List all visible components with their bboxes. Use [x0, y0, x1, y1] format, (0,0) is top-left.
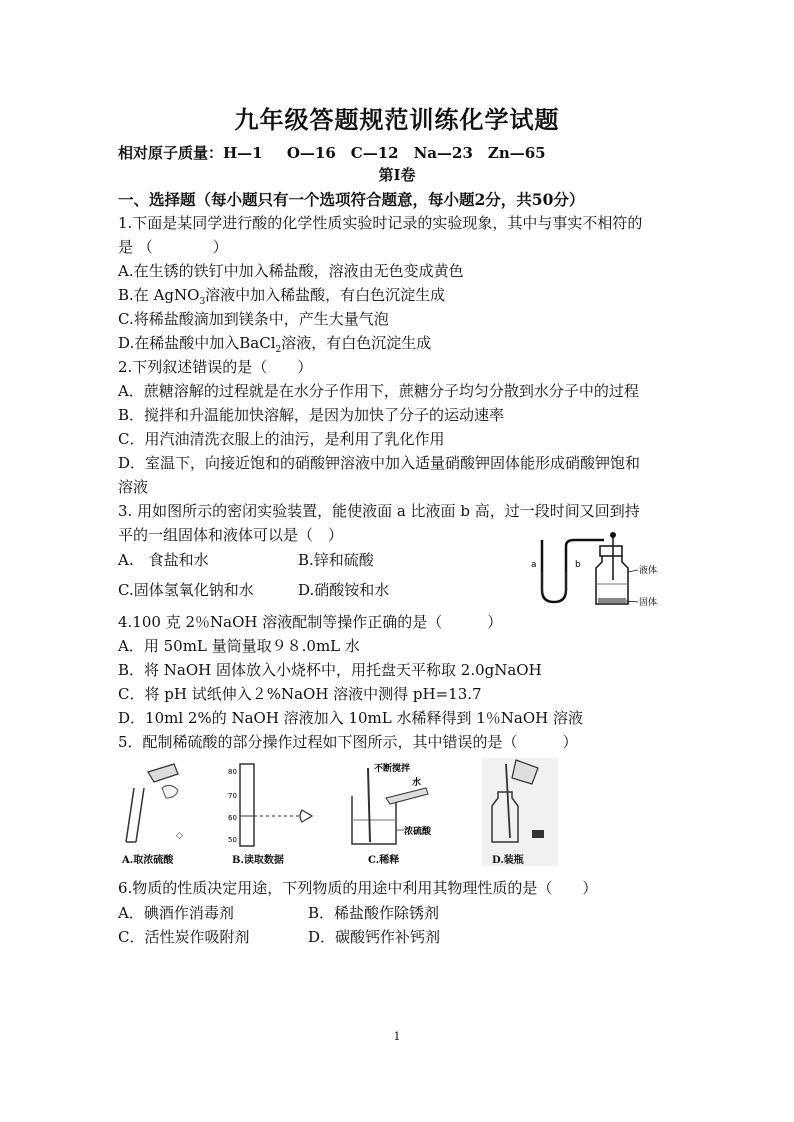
q1-option-b-chem: AgNO	[153, 286, 200, 304]
q1-stem-line2: 是 （ ）	[118, 238, 228, 256]
glass-rod	[368, 768, 370, 842]
q1-option-a: A.在生锈的铁钉中加入稀盐酸，溶液由无色变成黄色	[118, 262, 464, 280]
q3-fig-label-a: a	[531, 560, 537, 570]
q5-panel-c-drawing	[346, 758, 456, 850]
q1-option-b-pre: B.在	[118, 286, 149, 304]
q5-panel-a	[118, 758, 200, 866]
q2-option-b: B．搅拌和升温能加快溶解，是因为加快了分子的运动速率	[118, 406, 505, 424]
u-tube	[542, 540, 604, 602]
q3-option-b: B.锌和硫酸	[298, 551, 374, 569]
q6-option-d: D．碳酸钙作补钙剂	[308, 928, 441, 946]
graduated-cylinder	[240, 764, 254, 846]
q6-stem: 6.物质的性质决定用途，下列物质的用途中利用其物理性质的是（ ）	[118, 879, 598, 897]
q5-panel-b-drawing	[226, 758, 316, 850]
q1-option-b-post: 溶液中加入稀盐酸，有白色沉淀生成	[205, 286, 446, 304]
guide-rod	[506, 764, 510, 838]
q2-stem: 2.下列叙述错误的是（ ）	[118, 358, 313, 376]
reagent-bottle	[148, 764, 178, 782]
q5-stem: 5．配制稀硫酸的部分操作过程如下图所示，其中错误的是（ ）	[118, 733, 578, 751]
q4-option-b: B．将 NaOH 固体放入小烧杯中，用托盘天平称取 2.0gNaOH	[118, 661, 542, 679]
q1-option-d	[118, 332, 431, 355]
q5-figure	[118, 758, 558, 866]
q6-option-b: B．稀盐酸作除锈剂	[308, 904, 440, 922]
q1-option-d-sub: 2	[275, 345, 282, 355]
tick-label-50: 50	[228, 836, 237, 844]
liquid-pointer	[628, 570, 638, 572]
q6-option-c: C．活性炭作吸附剂	[118, 928, 250, 946]
q3-fig-liquid-label: 液体	[639, 566, 658, 576]
atomic-masses: 相对原子质量：H—1 O—16 C—12 Na—23 Zn—65	[118, 144, 546, 162]
dropper-bulb	[610, 532, 616, 538]
q4-option-d: D．10ml 2%的 NaOH 溶液加入 10mL 水稀释得到 1％NaOH 溶液	[118, 709, 584, 727]
q2-option-a: A．蔗糖溶解的过程就是在水分子作用下，蔗糖分子均匀分散到水分子中的过程	[118, 382, 639, 400]
q3-option-c: C.固体氢氧化钠和水	[118, 581, 254, 599]
q5-panel-d	[482, 758, 558, 866]
q2-option-d-line2: 溶液	[118, 478, 149, 496]
q1-stem-line1: 1.下面是某同学进行酸的化学性质实验时记录的实验现象，其中与事实不相符的	[118, 214, 643, 232]
q4-option-a: A．用 50mL 量筒量取９８.0mL 水	[118, 637, 360, 655]
q3-option-d: D.硝酸铵和水	[298, 581, 390, 599]
q1-option-c: C.将稀盐酸滴加到镁条中，产生大量气泡	[118, 310, 389, 328]
q5-panel-c	[346, 758, 456, 866]
q2-option-d-line1: D．室温下，向接近饱和的硝酸钾溶液中加入适量硝酸钾固体能形成硝酸钾饱和	[118, 454, 641, 472]
hand	[162, 785, 178, 798]
q3-stem-line2: 平的一组固体和液体可以是（ ）	[118, 526, 344, 544]
bottle-cap	[532, 830, 544, 838]
flask	[596, 556, 628, 604]
tick-label-80: 80	[228, 768, 237, 776]
q5-caption-c: C.稀释	[368, 855, 400, 866]
q3-fig-label-b: b	[575, 560, 581, 570]
label-icon: ◇	[176, 831, 183, 841]
q3-apparatus-figure	[528, 532, 683, 610]
stopper	[600, 546, 622, 556]
pouring-cylinder	[386, 788, 428, 804]
page-title: 九年级答题规范训练化学试题	[234, 105, 560, 134]
q3-stem-line1: 3. 用如图所示的密闭实验装置，能使液面 a 比液面 b 高，过一段时间又回到持	[118, 502, 640, 520]
q1-option-d-post: 溶液，有白色沉淀生成	[281, 334, 432, 352]
q4-option-c: C．将 pH 试纸伸入２%NaOH 溶液中测得 pH=13.7	[118, 685, 482, 703]
q5-panel-b	[226, 758, 316, 866]
q2-option-c: C．用汽油清洗衣服上的油污，是利用了乳化作用	[118, 430, 445, 448]
pouring-beaker	[512, 760, 538, 784]
q6-option-a: A．碘酒作消毒剂	[118, 904, 234, 922]
tick-label-60: 60	[228, 814, 237, 822]
stir-label: 不断搅拌	[374, 764, 411, 774]
q5-caption-b: B.读取数据	[232, 855, 284, 866]
q5-panel-a-drawing	[118, 758, 200, 850]
q5-panel-d-drawing	[482, 758, 558, 850]
q5-caption-d: D.装瓶	[492, 855, 524, 866]
q1-option-b-sub: 3	[199, 297, 206, 307]
page-number: 1	[393, 1030, 401, 1043]
cylinder-right	[136, 788, 144, 842]
q5-caption-a: A.取浓硫酸	[122, 855, 174, 866]
volume-heading: 第Ⅰ卷	[378, 166, 416, 184]
reagent-bottle-d	[492, 792, 518, 842]
water-label: 水	[412, 778, 422, 788]
q4-stem: 4.100 克 2％NaOH 溶液配制等操作正确的是（ ）	[118, 613, 503, 631]
tick-label-70: 70	[228, 792, 237, 800]
acid-label: 浓硫酸	[404, 827, 432, 837]
cylinder-left	[126, 788, 134, 842]
q3-fig-solid-label: 固体	[639, 598, 658, 608]
q1-option-d-pre: D.在稀盐酸中加入BaCl	[118, 334, 276, 352]
flask-solid	[598, 598, 626, 603]
q1-option-b	[118, 284, 445, 307]
eye-icon	[300, 810, 312, 822]
section-heading: 一、选择题（每小题只有一个选项符合题意，每小题2分，共50分）	[118, 190, 585, 209]
q3-option-a: A. 食盐和水	[118, 551, 209, 569]
